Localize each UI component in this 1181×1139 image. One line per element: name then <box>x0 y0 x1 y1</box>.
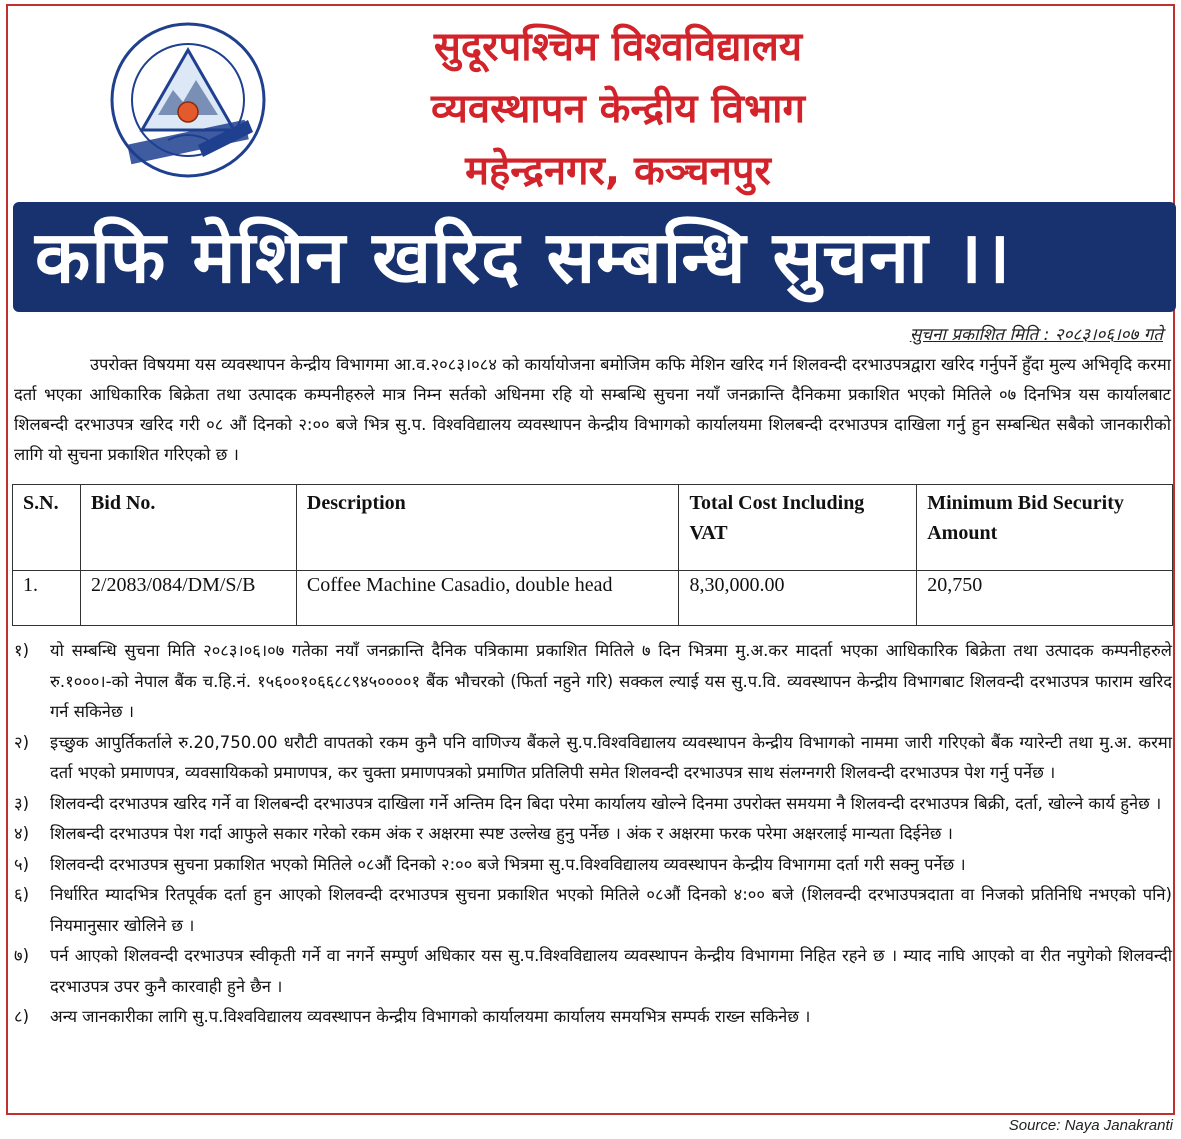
condition-number: १) <box>14 641 30 660</box>
condition-item <box>14 819 1172 850</box>
intro-paragraph: उपरोक्त विषयमा यस व्यवस्थापन केन्द्रीय विभागमा आ.व.२०८३।०८४ को कार्यायोजना बमोजिम कफि मेशिन खरिद गर्न शिलवन्दी दरभाउपत्रद्वारा खरिद गर्नुपर्ने हुँदा मुल्य अभिवृदि करमा दर्ता भएका आधिकारिक बिक्रेता तथा उत्पादक कम्पनीहरुले मात्र निम्न सर्तको अधिनमा रहि यो सम्बन्धि सुचना नयाँ जनक्रान्ति दैनिकमा प्रकाशित भएको मितिले ०७ दिनभित्र यस कार्यालबाट शिलबन्दी दरभाउपत्र खरिद गरी ०८ औं दिनको २:०० बजे भित्र सु.प. विश्वविद्यालय व्यवस्थापन केन्द्रीय विभागको कार्यालयमा शिलबन्दी दरभाउपत्र दाखिला गर्नु हुन सम्बन्धित सबैको जानकारीको लागि यो सुचना प्रकाशित गरिएको छ । <box>14 355 1171 464</box>
column-header: Total Cost Including VAT <box>679 485 917 571</box>
publication-date: सुचना प्रकाशित मिति : २०८३।०६।०७ गते <box>909 325 1163 345</box>
condition-item <box>14 789 1172 820</box>
condition-text: शिलवन्दी दरभाउपत्र सुचना प्रकाशित भएको मितिले ०८औं दिनको २:०० बजे भित्रमा सु.प.विश्वविद्यालय व्यवस्थापन केन्द्रीय विभागमा दर्ता गरी सक्नु पर्नेछ । <box>50 854 966 874</box>
table-cell: 8,30,000.00 <box>679 571 917 626</box>
condition-text: शिलबन्दी दरभाउपत्र पेश गर्दा आफुले सकार गरेको रकम अंक र अक्षरमा स्पष्ट उल्लेख हुनु पर्नेछ । अंक र अक्षरमा फरक परेमा अक्षरलाई मान्यता दिईनेछ । <box>50 824 953 843</box>
condition-item <box>14 636 1172 728</box>
condition-text: निर्धारित म्यादभित्र रितपूर्वक दर्ता हुन आएको शिलवन्दी दरभाउपत्र सुचना प्रकाशित भएको मितिले ०८औं दिनको ४:०० बजे (शिलवन्दी दरभाउपत्रदाता वा निजको प्रतिनिधि नभएको पनि) नियमानुसार खोलिने छ । <box>50 885 1172 935</box>
notice-frame <box>6 4 1175 1115</box>
university-logo <box>108 20 268 180</box>
condition-text: यो सम्बन्धि सुचना मिति २०८३।०६।०७ गतेका नयाँ जनक्रान्ति दैनिक पत्रिकामा प्रकाशित मितिले ७ दिन भित्रमा मु.अ.कर मादर्ता भएका आधिकारिक बिक्रेता तथा उत्पादक कम्पनीहरुले रु.१०००।-को नेपाल बैंक च.हि.नं. १५६००१०६६८८९४५००००१ बैंक भौचरको (फिर्ता नहुने गरि) सक्कल ल्याई यस सु.प.वि. व्यवस्थापन केन्द्रीय विभागबाट शिलवन्दी दरभाउपत्र फाराम खरिद गर्न सकिनेछ । <box>50 641 1172 721</box>
table-cell: 2/2083/084/DM/S/B <box>80 571 296 626</box>
condition-item <box>14 941 1172 1002</box>
condition-number: ६) <box>14 885 30 904</box>
condition-text: अन्य जानकारीका लागि सु.प.विश्वविद्यालय व्यवस्थापन केन्द्रीय विभागको कार्यालयमा कार्यालय समयभित्र सम्पर्क राख्न सकिनेछ । <box>50 1007 811 1026</box>
column-header: Description <box>296 485 679 571</box>
source-credit: Source: Naya Janakranti <box>1008 1117 1173 1134</box>
condition-number: ७) <box>14 946 30 965</box>
condition-item <box>14 850 1172 881</box>
location: महेन्द्रनगर, कञ्चनपुर <box>465 148 771 194</box>
university-name: सुदूरपश्चिम विश्वविद्यालय <box>433 24 803 70</box>
table-cell: Coffee Machine Casadio, double head <box>296 571 679 626</box>
condition-text: इच्छुक आपुर्तिकर्ताले रु.20,750.00 धरौटी वापतको रकम कुनै पनि वाणिज्य बैंकले सु.प.विश्वविद्यालय व्यवस्थापन केन्द्रीय विभागको नाममा जारी गरिएको बैंक ग्यारेन्टी तथा मु.अ. करमा दर्ता भएको प्रमाणपत्र, व्यवसायिकको प्रमाणपत्र, कर चुक्ता प्रमाणपत्रको प्रमाणित प्रतिलिपी समेत शिलवन्दी दरभाउपत्र साथ संलग्नगरी शिलवन्दी दरभाउपत्र पेश गर्नु पर्नेछ । <box>50 732 1172 782</box>
column-header: Minimum Bid Security Amount <box>917 485 1173 571</box>
condition-number: ८) <box>14 1007 30 1026</box>
conditions-list <box>14 636 1172 1033</box>
table-header-row <box>13 485 1173 571</box>
column-header: S.N. <box>13 485 81 571</box>
table-row <box>13 571 1173 626</box>
table-cell: 1. <box>13 571 81 626</box>
bid-table <box>12 484 1173 626</box>
condition-number: २) <box>14 732 30 752</box>
condition-text: पर्न आएको शिलवन्दी दरभाउपत्र स्वीकृती गर्ने वा नगर्ने सम्पुर्ण अधिकार यस सु.प.विश्वविद्यालय व्यवस्थापन केन्द्रीय विभागमा निहित रहने छ । म्याद नाघि आएको वा रीत नपुगेको शिलवन्दी दरभाउपत्र उपर कुनै कारवाही हुने छैन । <box>50 946 1172 996</box>
condition-item <box>14 728 1172 789</box>
condition-number: ३) <box>14 793 30 813</box>
condition-number: ५) <box>14 854 30 874</box>
condition-item <box>14 880 1172 941</box>
notice-title-banner: कफि मेशिन खरिद सम्बन्धि सुचना ।। <box>13 202 1176 312</box>
department-name: व्यवस्थापन केन्द्रीय विभाग <box>430 86 806 132</box>
condition-text: शिलवन्दी दरभाउपत्र खरिद गर्ने वा शिलबन्दी दरभाउपत्र दाखिला गर्ने अन्तिम दिन बिदा परेमा कार्यालय खोल्ने दिनमा उपरोक्त समयमा नै शिलवन्दी दरभाउपत्र बिक्री, दर्ता, खोल्ने कार्य हुनेछ । <box>50 793 1162 813</box>
table-cell: 20,750 <box>917 571 1173 626</box>
condition-item <box>14 1002 1172 1033</box>
column-header: Bid No. <box>80 485 296 571</box>
condition-number: ४) <box>14 824 30 843</box>
notice-header <box>8 6 1173 196</box>
university-title <box>308 16 928 202</box>
